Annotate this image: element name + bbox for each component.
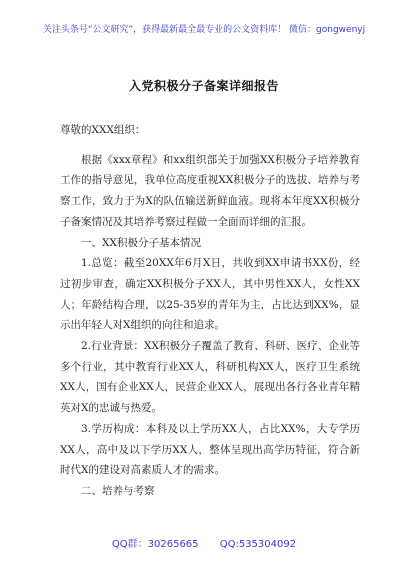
- document-body: [60, 120, 360, 502]
- section-heading-1: 一、XX积极分子基本情况: [81, 236, 201, 249]
- intro-paragraph: 根据《xxx章程》和xx组织部关于加强XX积极分子培养教育工作的指导意见，我单位高度重视XX积极分子的选拔、培养与考察工作，致力于为X的队伍输送新鲜血液。现将本年度XX积极分子备案情况及其培养考察过程做一全面而详细的汇报。: [60, 153, 360, 228]
- section-heading-2: 二、培养与考察: [81, 484, 155, 497]
- paragraph-overview: 1.总览：截至20XX年6月X日，共收到XX申请书XX份，经过初步审查，确定XX积极分子XX人，其中男性XX人，女性XX人；年龄结构合理，以25-35岁的青年为主，占比达到XX%，显示出年轻人对X组织的向往和追求。: [60, 257, 360, 332]
- paragraph-education: 3.学历构成：本科及以上学历XX人，占比XX%，大专学历XX人，高中及以下学历XX人，整体呈现出高学历特征，符合新时代X的建设对高素质人才的需求。: [60, 422, 360, 477]
- paragraph-spacer: [60, 141, 360, 150]
- qq-text: QQ:535304092: [219, 539, 297, 550]
- header-notice: 关注头条号“公文研究”，获得最新最全最专业的公文资料库！ 微信：gongwenyj: [42, 25, 366, 35]
- qq-group-text: QQ群：30265665: [111, 539, 199, 550]
- salutation: 尊敬的XXX组织：: [60, 124, 146, 136]
- footer-contact: [0, 535, 408, 550]
- paragraph-industry: 2.行业背景：XX积极分子覆盖了教育、科研、医疗、企业等多个行业，其中教育行业XX人，科研机构XX人，医疗卫生系统XX人，国有企业XX人，民营企业XX人，展现出各行各业青年精英对X的忠诚与热爱。: [60, 340, 360, 415]
- document-title: 入党积极分子备案详细报告: [128, 79, 279, 93]
